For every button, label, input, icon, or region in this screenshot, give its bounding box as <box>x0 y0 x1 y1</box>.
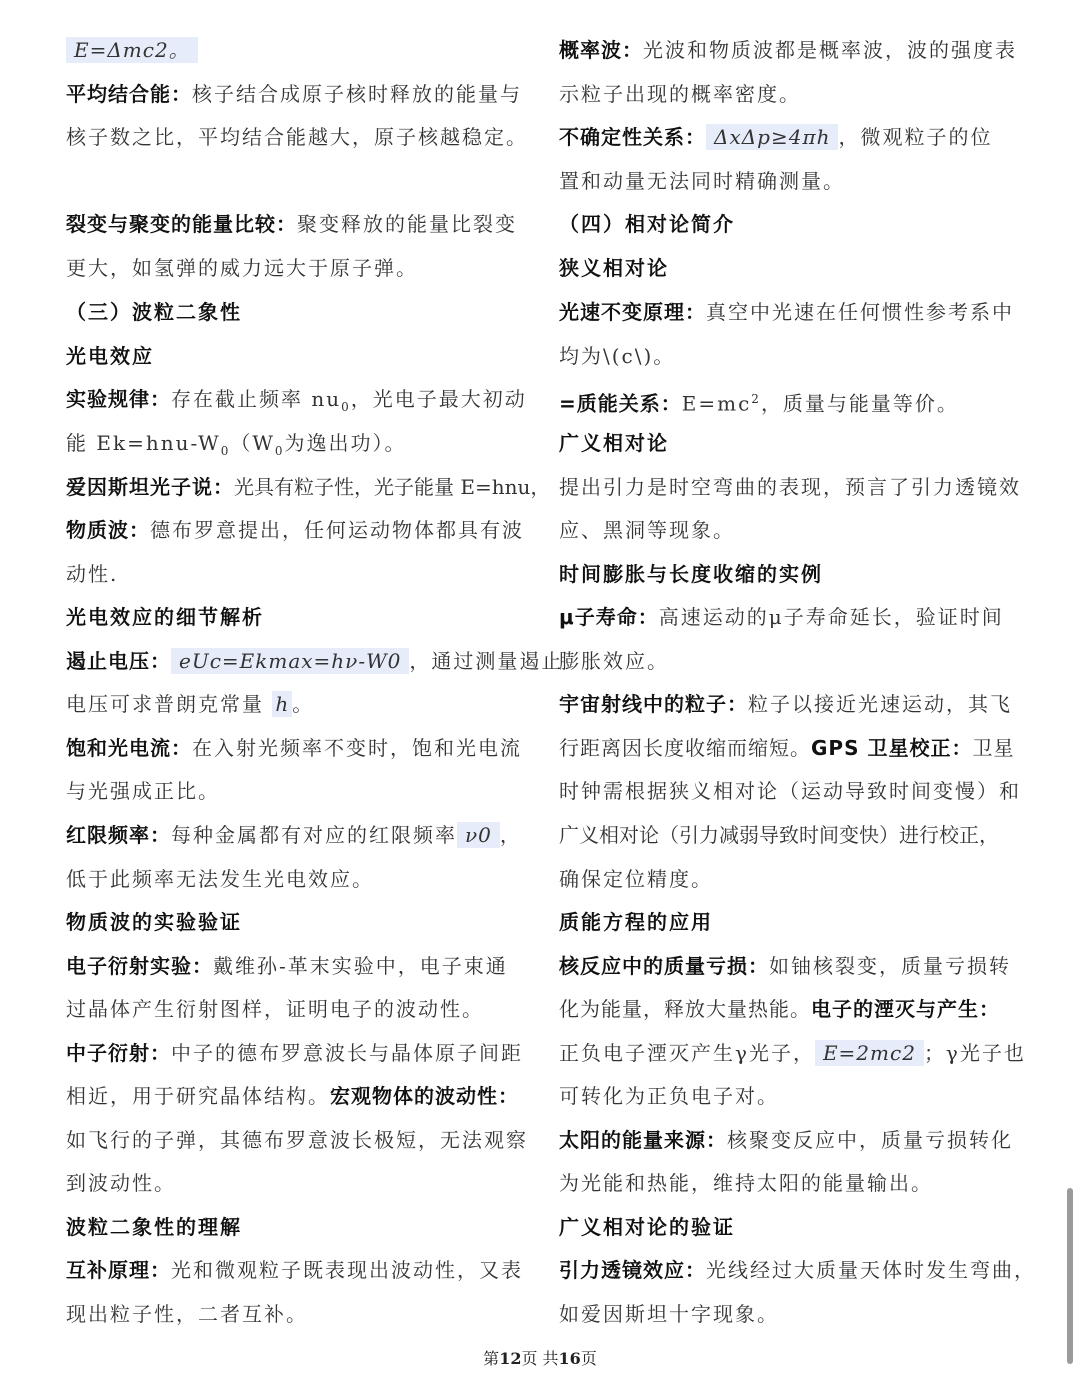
page-number: 12 <box>499 1349 522 1368</box>
text-line: 过晶体产生衍射图样，证明电子的波动性。 <box>66 997 484 1021</box>
text-line: 实验规律：存在截止频率 $nu_0$，光电子最大初动 <box>66 387 527 414</box>
text-line: 不确定性关系： ΔxΔp≥4πh ，微观粒子的位 <box>559 125 993 149</box>
term-label: 电子衍射实验： <box>66 954 213 978</box>
subsection-heading: 光电效应 <box>66 344 154 368</box>
scrollbar[interactable] <box>1067 1188 1073 1364</box>
section-heading: （三）波粒二象性 <box>66 300 242 324</box>
text-line: 示粒子出现的概率密度。 <box>559 82 801 106</box>
text-line: 中子衍射：中子的德布罗意波长与晶体原子间距 <box>66 1041 523 1065</box>
text-line: 概率波：光波和物质波都是概率波，波的强度表 <box>559 38 1017 62</box>
term-label: 红限频率： <box>66 823 171 847</box>
text-line: 相近，用于研究晶体结构。宏观物体的波动性： <box>66 1084 519 1108</box>
text-line: 互补原理：光和微观粒子既表现出波动性，又表 <box>66 1258 523 1282</box>
text-line: 裂变与聚变的能量比较：聚变释放的能量比裂变 <box>66 212 517 236</box>
term-label: 爱因斯坦光子说： <box>66 475 234 499</box>
math-formula: E=2mc2 <box>815 1040 924 1066</box>
text-line: 光速不变原理：真空中光速在任何惯性参考系中 <box>559 300 1014 324</box>
text-line: 确保定位精度。 <box>559 867 713 891</box>
text-line: 提出引力是时空弯曲的表现，预言了引力透镜效 <box>559 475 1021 499</box>
term-label: =质能关系： <box>559 391 682 416</box>
term-label: 光速不变原理： <box>559 300 706 324</box>
text-line: 动性. <box>66 562 119 586</box>
term-label: 太阳的能量来源： <box>559 1128 727 1152</box>
text-line: =质能关系：$E=mc^2$，质量与能量等价。 <box>559 391 959 416</box>
subsection-heading: 波粒二象性的理解 <box>66 1215 242 1239</box>
text-line: 正负电子湮灭产生γ光子， E=2mc2 ；γ光子也 <box>559 1041 1026 1065</box>
math-formula: E=Δmc2。 <box>66 37 198 63</box>
term-label: 遏止电压： <box>66 649 171 673</box>
text-line: 行距离因长度收缩而缩短。GPS 卫星校正：卫星 <box>559 736 1015 760</box>
page-footer: 第12页 共16页 <box>483 1349 597 1368</box>
term-label: μ子寿命： <box>559 605 659 629</box>
term-label: 概率波： <box>559 38 643 62</box>
text-line: 广义相对论（引力减弱导致时间变快）进行校正， <box>559 823 999 847</box>
text-line: 爱因斯坦光子说：光具有粒子性，光子能量 E=hnu， <box>66 475 551 499</box>
term-label: GPS 卫星校正： <box>811 736 973 760</box>
subsection-heading: 时间膨胀与长度收缩的实例 <box>559 562 823 586</box>
math-formula: eUc=Ekmax=hν-W0 <box>171 648 409 674</box>
text-line: 应、黑洞等现象。 <box>559 518 735 542</box>
text-line: 时钟需根据狭义相对论（运动导致时间变慢）和 <box>559 779 1021 803</box>
text-line <box>66 36 198 64</box>
term-label: 物质波： <box>66 518 150 542</box>
text-line: 引力透镜效应：光线经过大质量天体时发生弯曲， <box>559 1258 1036 1282</box>
subsection-heading: 物质波的实验验证 <box>66 910 242 934</box>
text-line: 均为\(c\)。 <box>559 344 676 368</box>
text-line: 遏止电压： eUc=Ekmax=hν-W0 ，通过测量遏止 <box>66 649 564 673</box>
text-line: 膨胀效应。 <box>559 649 669 673</box>
text-line: 电压可求普朗克常量 h 。 <box>66 692 315 716</box>
term-label: 互补原理： <box>66 1258 171 1282</box>
text-line: 红限频率：每种金属都有对应的红限频率 ν0 ， <box>66 823 522 847</box>
subsection-heading: 光电效应的细节解析 <box>66 605 264 629</box>
term-label: 引力透镜效应： <box>559 1258 706 1282</box>
page-total: 16 <box>558 1349 581 1368</box>
term-label: 饱和光电流： <box>66 736 192 760</box>
text-line: 更大，如氢弹的威力远大于原子弹。 <box>66 256 418 280</box>
term-label: 平均结合能： <box>66 82 192 106</box>
math-formula: h <box>272 691 292 717</box>
text-line: 饱和光电流：在入射光频率不变时，饱和光电流 <box>66 736 522 760</box>
subsection-heading: 狭义相对论 <box>559 256 669 280</box>
term-label: 中子衍射： <box>66 1041 171 1065</box>
text-line: 低于此频率无法发生光电效应。 <box>66 867 374 891</box>
section-heading: （四）相对论简介 <box>559 212 735 236</box>
term-label: 电子的湮灭与产生： <box>811 997 1000 1021</box>
subsection-heading: 质能方程的应用 <box>559 910 713 934</box>
term-label: 宇宙射线中的粒子： <box>559 692 748 716</box>
term-label: 实验规律： <box>66 387 171 411</box>
text-line: 可转化为正负电子对。 <box>559 1084 779 1108</box>
term-label: 核反应中的质量亏损： <box>559 954 769 978</box>
term-label: 不确定性关系： <box>559 125 706 149</box>
text-line: 如爱因斯坦十字现象。 <box>559 1302 779 1326</box>
text-line: 物质波：德布罗意提出，任何运动物体都具有波 <box>66 518 524 542</box>
text-line: 电子衍射实验：戴维孙-革末实验中，电子束通 <box>66 954 508 978</box>
subsection-heading: 广义相对论的验证 <box>559 1215 735 1239</box>
text-line: 为光能和热能，维持太阳的能量输出。 <box>559 1171 933 1195</box>
text-line: 能 $Ek=hnu-W_0(W_0$为逸出功）。 <box>66 431 407 458</box>
text-line: 平均结合能：核子结合成原子核时释放的能量与 <box>66 82 522 106</box>
text-line: 核子数之比，平均结合能越大，原子核越稳定。 <box>66 125 528 149</box>
term-label: 裂变与聚变的能量比较： <box>66 212 297 236</box>
text-line: μ子寿命：高速运动的μ子寿命延长，验证时间 <box>559 605 1004 629</box>
text-line: 到波动性。 <box>66 1171 176 1195</box>
text-line: 如飞行的子弹，其德布罗意波长极短，无法观察 <box>66 1128 528 1152</box>
text-line: 化为能量，释放大量热能。电子的湮灭与产生： <box>559 997 1000 1021</box>
text-line: 与光强成正比。 <box>66 779 220 803</box>
math-formula: ΔxΔp≥4πh <box>706 124 838 150</box>
term-label: 宏观物体的波动性： <box>330 1084 519 1108</box>
text-line: 太阳的能量来源：核聚变反应中，质量亏损转化 <box>559 1128 1013 1152</box>
subsection-heading: 广义相对论 <box>559 431 669 455</box>
text-line: 现出粒子性，二者互补。 <box>66 1302 308 1326</box>
math-formula: ν0 <box>457 822 500 848</box>
text-line: 置和动量无法同时精确测量。 <box>559 169 845 193</box>
text-line: 核反应中的质量亏损：如铀核裂变，质量亏损转 <box>559 954 1011 978</box>
text-line: 宇宙射线中的粒子：粒子以接近光速运动，其飞 <box>559 692 1012 716</box>
